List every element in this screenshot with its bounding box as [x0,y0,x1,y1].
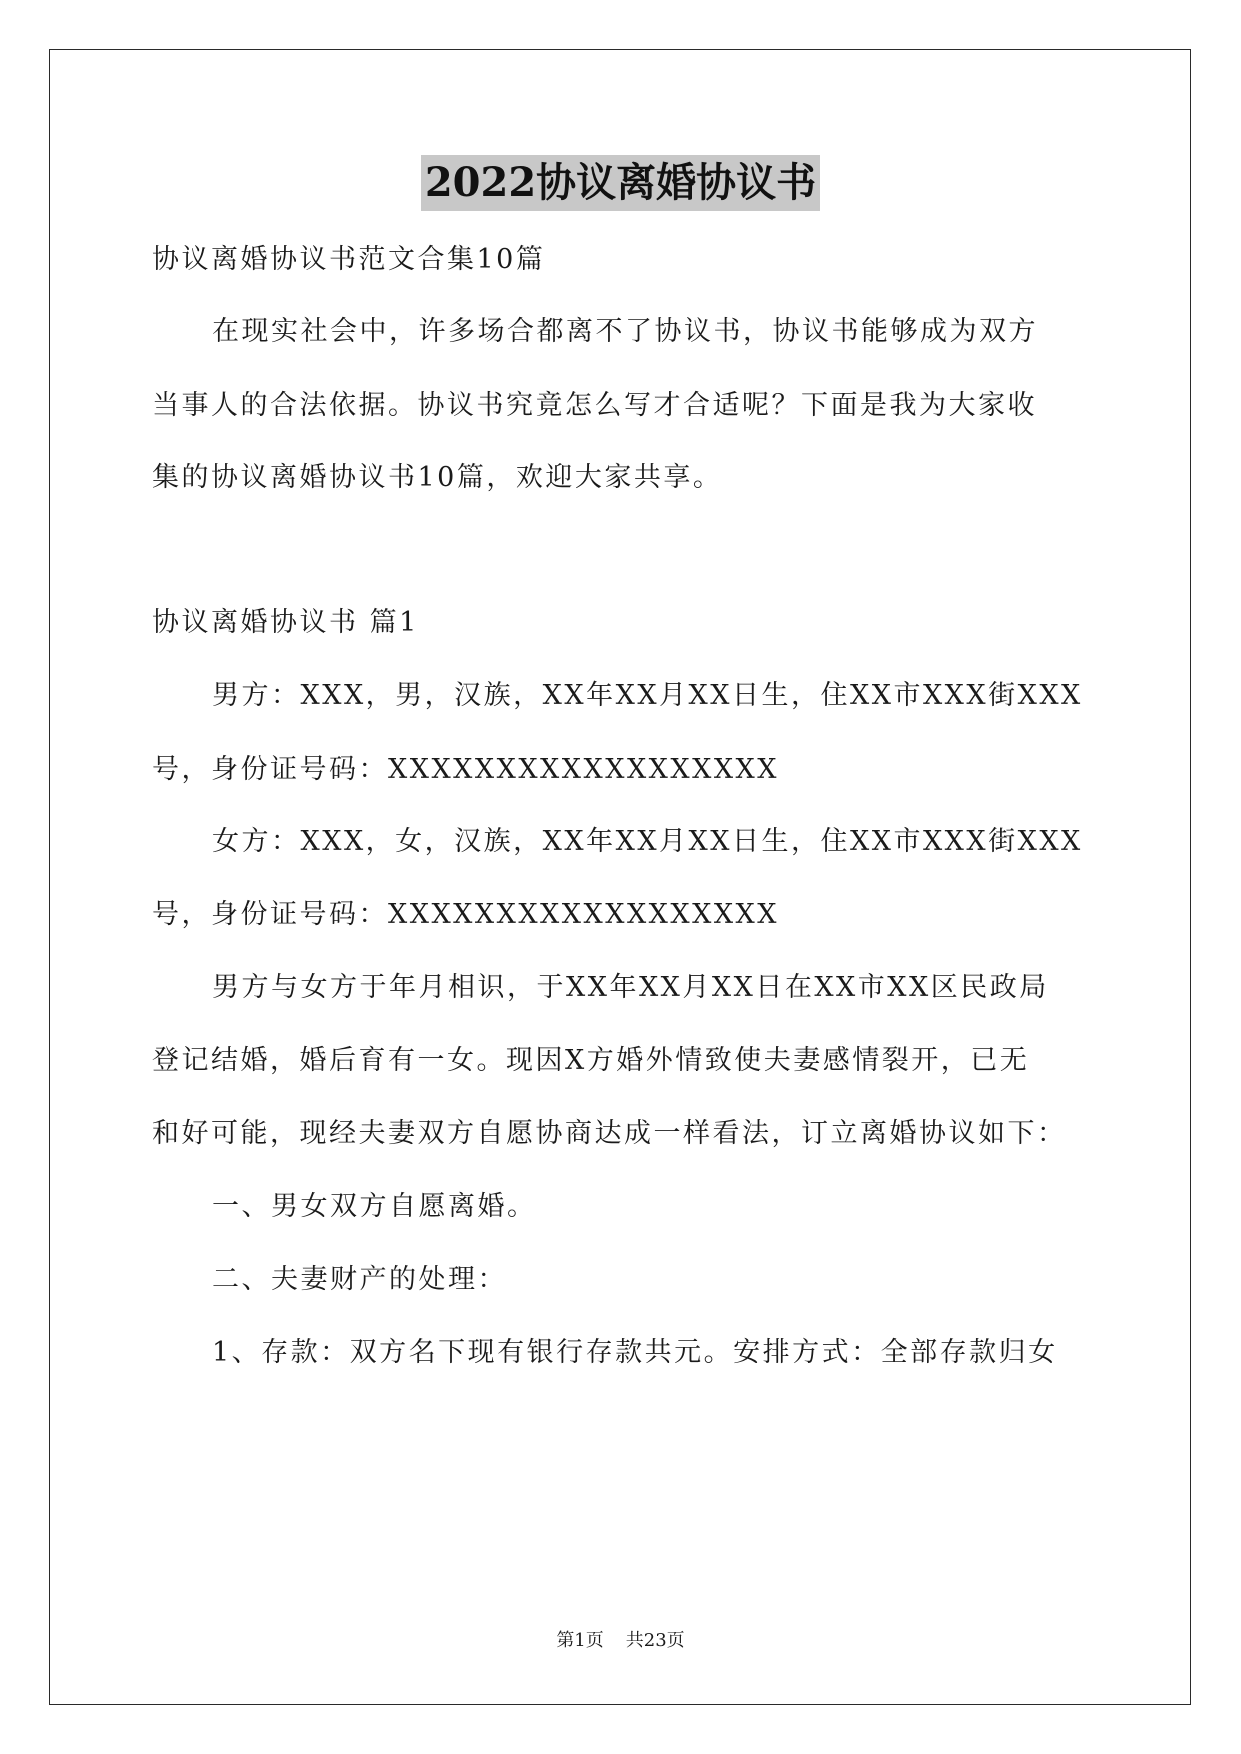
clause-2: 二、夫妻财产的处理： [212,1264,507,1295]
page-footer [0,1626,1241,1652]
page-number: 第1页 [556,1630,604,1651]
collection-subtitle: 协议离婚协议书范文合集10篇 [152,244,546,275]
intro-paragraph-line-2: 当事人的合法依据。协议书究竟怎么写才合适呢？下面是我为大家收 [152,390,1037,421]
title-container [0,155,1241,211]
male-party-line-1: 男方：XXX，男，汉族，XX年XX月XX日生，住XX市XXX街XXX [212,680,1083,711]
section-heading-1: 协议离婚协议书 篇1 [152,607,419,638]
female-party-line-2: 号，身份证号码：XXXXXXXXXXXXXXXXXX [152,899,779,930]
intro-paragraph-line-3: 集的协议离婚协议书10篇，欢迎大家共享。 [152,462,723,493]
intro-paragraph-line-1: 在现实社会中，许多场合都离不了协议书，协议书能够成为双方 [212,316,1038,347]
male-party-line-2: 号，身份证号码：XXXXXXXXXXXXXXXXXX [152,754,779,785]
clause-2-item-1: 1、存款：双方名下现有银行存款共元。安排方式：全部存款归女 [212,1337,1058,1368]
marriage-paragraph-line-2: 登记结婚，婚后育有一女。现因X方婚外情致使夫妻感情裂开，已无 [152,1045,1030,1076]
marriage-paragraph-line-3: 和好可能，现经夫妻双方自愿协商达成一样看法，订立离婚协议如下： [152,1118,1067,1149]
clause-1: 一、男女双方自愿离婚。 [212,1191,537,1222]
document-title: 2022协议离婚协议书 [421,155,820,211]
page-border [49,49,1191,1705]
marriage-paragraph-line-1: 男方与女方于年月相识，于XX年XX月XX日在XX市XX区民政局 [212,972,1049,1003]
page-total: 共23页 [625,1630,685,1651]
female-party-line-1: 女方：XXX，女，汉族，XX年XX月XX日生，住XX市XXX街XXX [212,826,1083,857]
